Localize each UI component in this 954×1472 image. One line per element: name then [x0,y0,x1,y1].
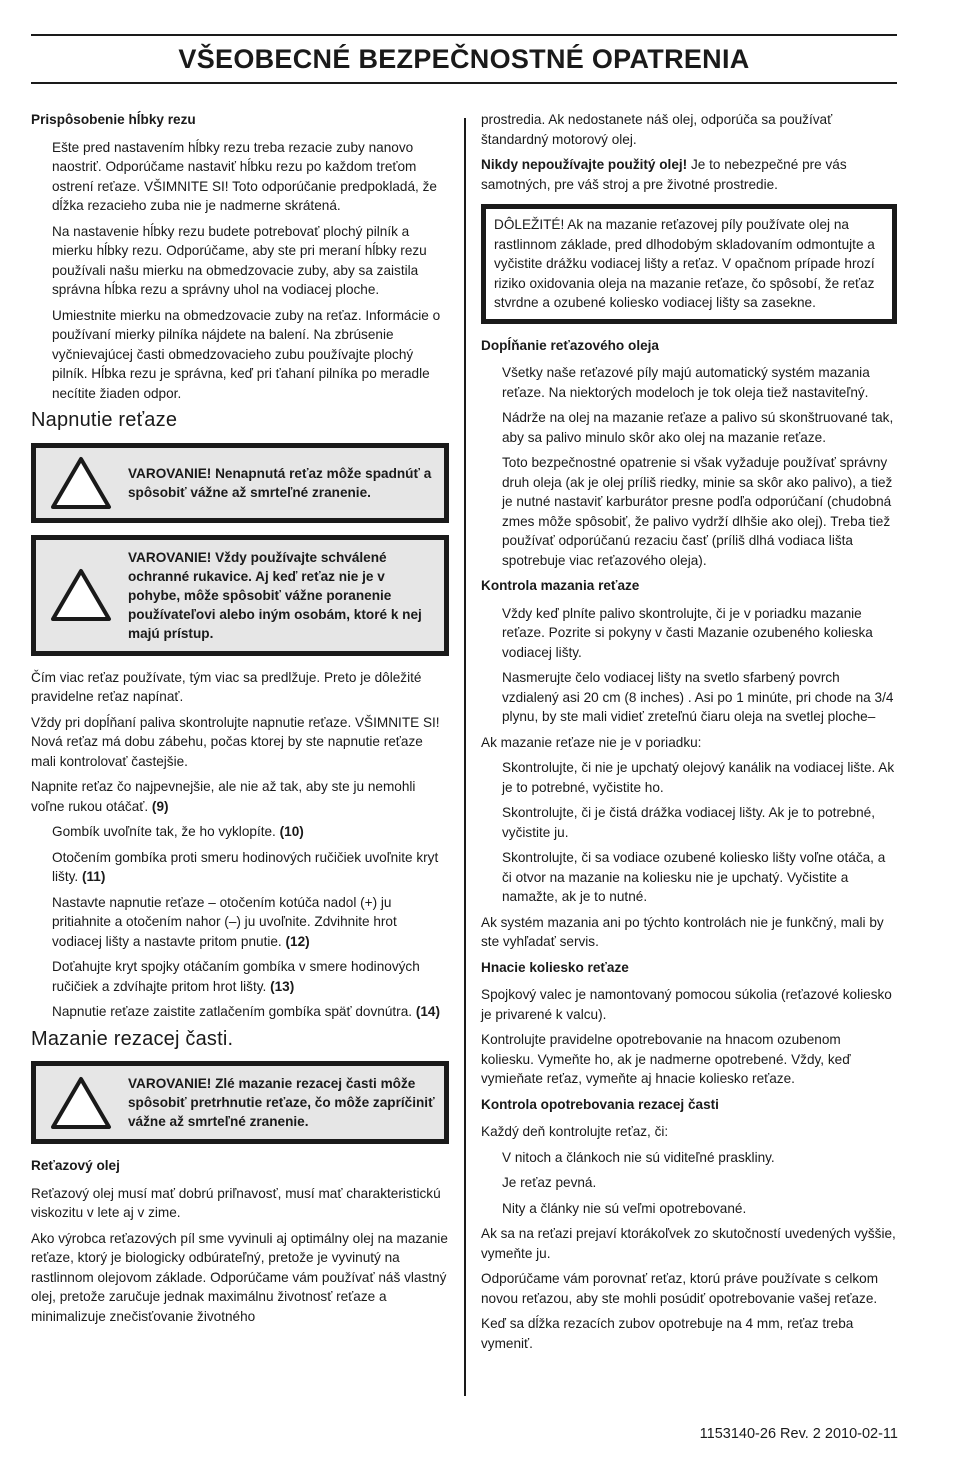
important-text: DÔLEŽITÉ! Ak na mazanie reťazovej píly používate olej na rastlinnom základe, pred dlhodobým skladovaním odmontujte a vyčistite drážku vodiacej lišty a reťaz. V opačnom prípade hrozí riziko oxidovania oleja na mazanie reťaze, čo spôsobí, že reťaz stvrdne a ozubené koliesko vodiacej lišty sa zasekne. [494,217,875,310]
step-text: Gombík uvoľníte tak, že ho vyklopíte. [52,824,276,839]
warning-text: VAROVANIE! Zlé mazanie rezacej časti môže spôsobiť pretrhnutie reťaze, čo môže zapríčiniť vážne až smrteľné zranenie. [128,1076,435,1129]
paragraph-text: Je to nebezpečné pre vás samotných, pre váš stroj a pre životné prostredie. [481,157,847,192]
right-column [481,110,897,1359]
figure-reference: (14) [415,1004,441,1019]
paragraph: Ak systém mazania ani po týchto kontrolách nie je funkčný, mali by ste vyhľadať servis. [481,914,884,949]
check-item: V nitoch a článkoch nie sú viditeľné praskliny. [502,1149,775,1165]
paragraph-text: Napnite reťaz čo najpevnejšie, ale nie až tak, aby ste ju nemohli voľne rukou otáčať. [31,779,416,814]
warning-triangle-icon [42,456,120,510]
section-heading-cut-depth: Prispôsobenie hĺbky rezu [31,112,196,127]
paragraph: Čím viac reťaz používate, tým viac sa predlžuje. Preto je dôležité pravidelne reťaz napínať. [31,669,422,704]
step-item: Skontrolujte, či je čistá drážka vodiacej lišty. Ak je to potrebné, vyčistite ju. [502,805,876,840]
title-bar [31,34,897,84]
section-heading-chain-oil: Reťazový olej [31,1158,120,1173]
figure-reference: (12) [285,933,310,949]
column-divider [464,118,466,1396]
important-notice-box [481,204,897,324]
document-footer: 1153140-26 Rev. 2 2010-02-11 [699,1426,898,1442]
paragraph: Na nastavenie hĺbky rezu budete potrebovať plochý pilník a mierku hĺbky rezu. Odporúčame, aby ste pri meraní hĺbky rezu používali našu mierku na obmedzovacie zuby, aby sa zaistila správna hĺbka rezu a správny uhol na vodiacej ploche. [52,223,427,297]
left-column [31,110,449,1332]
section-heading-wear-check: Kontrola opotrebovania rezacej časti [481,1096,719,1112]
step-item [31,957,449,996]
warning-text: VAROVANIE! Vždy používajte schválené ochranné rukavice. Aj keď reťaz nie je v pohybe, môže spôsobiť vážne poranenie používateľovi alebo iným osobám, ktoré k nej majú prístup. [128,549,422,641]
step-item: Skontrolujte, či sa vodiace ozubené koliesko lišty voľne otáča, a či otvor na mazanie na koliesku nie je upchatý. Vyčistite a namažte, ak je to nutné. [502,850,886,904]
paragraph: Nádrže na olej na mazanie reťaze a palivo sú skonštruované tak, aby sa palivo minulo skôr ako olej na mazanie reťaze. [502,410,894,445]
paragraph [31,777,449,816]
figure-reference: (11) [81,869,106,884]
paragraph: Reťazový olej musí mať dobrú priľnavosť, musí mať charakteristickú viskozitu v lete aj v zime. [31,1185,441,1220]
section-heading-oil-refill: Dopĺňanie reťazového oleja [481,337,659,353]
paragraph: Ak sa na reťazi prejaví ktorákoľvek zo skutočností uvedených vyššie, vymeňte ju. [481,1226,896,1261]
step-item [31,1002,449,1022]
paragraph: prostredia. Ak nedostanete náš olej, odporúča sa používať štandardný motorový olej. [481,112,833,147]
warning-text: VAROVANIE! Nenapnutá reťaz môže spadnúť a spôsobiť vážne až smrteľné zranenie. [128,465,432,500]
page-title: VŠEOBECNÉ BEZPEČNOSTNÉ OPATRENIA [178,43,750,74]
paragraph: Ešte pred nastavením hĺbky rezu treba rezacie zuby nanovo naostriť. Odporúčame nastaviť hĺbku rezu po každom treťom ostrení reťaze. VŠIMNITE SI! Toto odporúčanie predpokladá, že dĺžka rezacieho zuba nie je nadmerne skrátená. [52,139,437,213]
step-item [31,822,449,842]
paragraph: Ako výrobca reťazových píl sme vyvinuli aj optimálny olej na mazanie reťaze, ktorý je biologicky odbúrateľný, pretože je vyvinutý na rastlinnom olejovom základe. Odporúčame vám používať náš vlastný olej, pretože zaručuje jednak maximálnu životnosť reťaze a minimalizuje znečisťovanie životného [31,1230,448,1324]
section-heading-drive-sprocket: Hnacie koliesko reťaze [481,959,629,975]
check-item: Je reťaz pevná. [502,1175,597,1190]
figure-reference: (10) [279,824,304,839]
step-item [31,893,449,952]
paragraph: Každý deň kontrolujte reťaz, či: [481,1124,669,1139]
paragraph: Odporúčame vám porovnať reťaz, ktorú práve používate s celkom novou reťazou, aby ste mohli posúdiť opotrebovanie vašej reťaze. [481,1271,879,1306]
paragraph: Umiestnite mierku na obmedzovacie zuby na reťaz. Informácie o používaní mierky pilníka nájdete na balení. Na zbrúsenie vyčnievajúcej časti obmedzovacieho zubu používajte plochý pilník. Hĺbka rezu je správna, keď pri ťahaní pilníka po meradle necítite žiaden odpor. [52,307,441,401]
paragraph: Toto bezpečnostné opatrenie si však vyžaduje používať správny druh oleja (ak je olej príliš riedky, minie sa skôr ako palivo), a tiež je nutné nastaviť karburátor presne podľa odporúčaní (chudobná zmes môže spôsobiť, že palivo vydrží dlhšie ako olej). Treba tiež používať odporúčanú rezaciu časť (príliš dlhá vodiaca lišta spotrebuje viac reťazového oleja). [502,455,893,568]
paragraph: Vždy keď plníte palivo skontrolujte, či je v poriadku mazanie reťaze. Pozrite si pokyny v časti Mazanie ozubeného kolieska vodiacej lišty. [502,605,873,660]
paragraph: Nasmerujte čelo vodiacej lišty na svetlo sfarbený povrch vzdialený asi 20 cm (8 inches) . Asi po 1 minúte, pri chode na 3/4 plynu, by ste mali vidieť zreteľnú čiaru oleja na svetlej ploche– [502,670,894,724]
paragraph [481,155,897,194]
section-heading-lube-check: Kontrola mazania reťaze [481,578,640,593]
paragraph: Kontrolujte pravidelne opotrebovanie na hnacom ozubenom koliesku. Vymeňte ho, ak je nadmerne opotrebené. Vždy, keď vymieňate reťaz, vymeňte aj hnacie koliesko reťaze. [481,1032,851,1086]
warning-triangle-icon [42,568,120,622]
figure-reference: (13) [270,978,295,994]
section-heading-lubrication: Mazanie rezacej časti. [31,1027,234,1050]
step-item: Skontrolujte, či nie je upchatý olejový kanálik na vodiacej lište. Ak je to potrebné, vyčistite ho. [502,760,895,795]
step-text: Napnutie reťaze zaistite zatlačením gombíka späť dovnútra. [52,1004,413,1019]
paragraph: Všetky naše reťazové píly majú automatický systém mazania reťaze. Na niektorých modeloch je tok oleja tiež nastaviteľný. [502,365,870,400]
paragraph: Keď sa dĺžka rezacích zubov opotrebuje na 4 mm, reťaz treba vymeniť. [481,1316,854,1351]
step-item [31,848,449,887]
emphasis-text: Nikdy nepoužívajte použitý olej! [481,157,688,172]
step-text: Doťahujte kryt spojky otáčaním gombíka v smere hodinových ručičiek a zdvíhajte pritom hrot lišty. [52,959,420,994]
warning-box [31,1061,449,1144]
step-text: Nastavte napnutie reťaze – otočením kotúča nadol (+) ju pritiahnite a otočením nahor (–) ju uvoľnite. Zdvihnite hrot vodiacej lišty a nastavte pritom pnutie. [52,894,397,949]
paragraph: Ak mazanie reťaze nie je v poriadku: [481,734,702,750]
warning-triangle-icon [42,1076,120,1130]
figure-reference: (9) [151,798,169,814]
warning-box [31,443,449,523]
paragraph: Vždy pri dopĺňaní paliva skontrolujte napnutie reťaze. VŠIMNITE SI! Nová reťaz má dobu zábehu, počas ktorej by ste napnutie reťaze mali kontrolovať častejšie. [31,714,440,769]
warning-box [31,535,449,656]
step-text: Otočením gombíka proti smeru hodinových ručičiek uvoľnite kryt lišty. [52,849,439,884]
check-item: Nity a články nie sú veľmi opotrebované. [502,1200,747,1216]
paragraph: Spojkový valec je namontovaný pomocou súkolia (reťazové koliesko je privarené k valcu). [481,987,892,1022]
section-heading-chain-tension: Napnutie reťaze [31,409,178,431]
